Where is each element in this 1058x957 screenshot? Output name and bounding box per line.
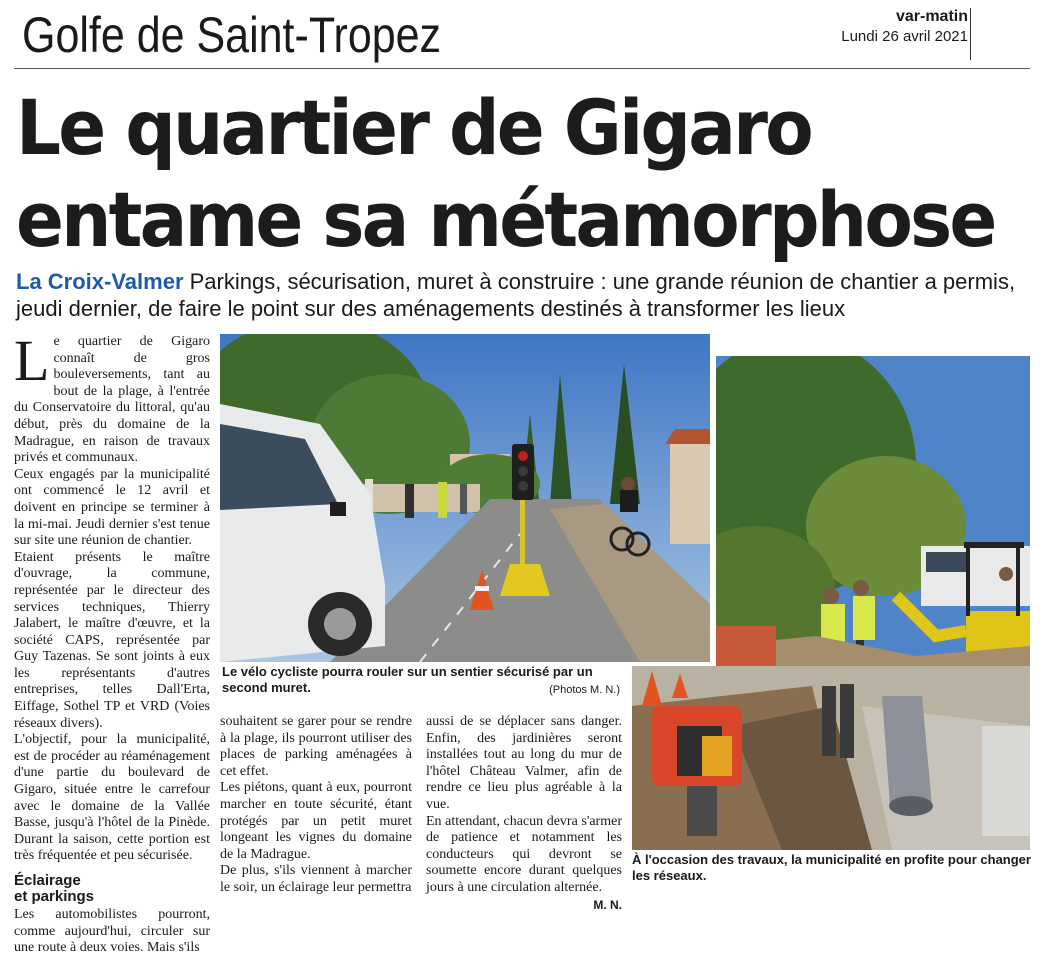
article-column-3 <box>426 714 622 913</box>
article-column-1 <box>14 328 210 957</box>
photo-credit: (Photos M. N.) <box>549 684 620 696</box>
article-paragraph: souhaitent se garer pour se rendre à la plage, ils pourront utiliser des places de parking aménagées à cet effet. <box>220 714 412 779</box>
headline-line-1: Le quartier de Gigaro <box>16 83 811 172</box>
article-paragraph: Les automobilistes pourront, comme aujourd'hui, circuler sur une route à deux voies. Mais s'ils <box>14 907 210 956</box>
headline-line-2: entame sa métamorphose <box>16 175 995 264</box>
article-paragraph: aussi de se déplacer sans danger. Enfin, des jardinières seront installées tout au long du mur de l'hôtel Château Valmer, afin de rendre ce lieu plus agréable à la vue. <box>426 714 622 812</box>
article-paragraph: Etaient présents le maître d'ouvrage, la commune, représentée par le directeur des services techniques, Thierry Jalabert, le maître d'œuvre, et la société CAPS, représentée par Guy Tazenas. Se sont joints à eux les représentants d'autres entreprises, telles Dall'Erta, Eiffage, Sothel TP et VRD (Voies réseaux divers). <box>14 549 210 731</box>
publication-date: Lundi 26 avril 2021 <box>841 28 968 45</box>
photo-caption-1: Le vélo cycliste pourra rouler sur un sentier sécurisé par un second muret. <box>222 664 593 695</box>
headline <box>16 82 995 266</box>
section-title: Golfe de Saint-Tropez <box>22 7 442 63</box>
subhead-text: Parkings, sécurisation, muret à construire : une grande réunion de chantier a permis, jeudi dernier, de faire le point sur des aménagements destinés à transformer les lieux <box>16 269 1016 321</box>
photo-trench-works <box>632 666 1030 850</box>
article-paragraph: Les piétons, quant à eux, pourront marcher en toute sécurité, étant protégés par un petit muret longeant les vignes du domaine de la Madrague. <box>220 780 412 862</box>
author-signature: M. N. <box>593 897 622 912</box>
kicker: La Croix-Valmer <box>16 269 184 294</box>
photo-trench-image <box>632 666 1030 850</box>
newspaper-brand: var-matin <box>895 8 968 25</box>
article-paragraph: De plus, s'ils viennent à marcher le soir, un éclairage leur permettra <box>220 863 412 895</box>
article-paragraph: Le quartier de Gigaro connaît de gros bouleversements, tant au bout de la plage, à l'entrée du Conservatoire du littoral, qu'au début, près du domaine de la Madrague, en raison de travaux privés et communaux. <box>14 328 210 466</box>
subhead <box>16 268 1040 322</box>
header-divider <box>970 8 971 60</box>
photo-road-cyclist <box>220 334 710 662</box>
photo-road-image <box>220 334 710 662</box>
dropcap: L <box>14 328 50 393</box>
article-paragraph: En attendant, chacun devra s'armer de patience et notamment les conducteurs qui devront se soumette encore durant quelques jours à une circulation alternée. <box>426 813 622 895</box>
article-paragraph: Ceux engagés par la municipalité ont commencé le 12 avril et doivent en principe se terminer à la mi-mai. Jeudi dernier s'est tenue sur site une réunion de chantier. <box>14 466 210 549</box>
article-subtitle: Éclairage et parkings <box>14 872 95 905</box>
article-paragraph: L'objectif, pour la municipalité, est de procéder au réaménagement d'une partie du boulevard de Gigaro, située entre le carrefour avec le domaine de la Vallée Basse, jusqu'à l'hôtel de la Pinède. Durant la saison, cette portion est très fréquentée et peu sécurisée. <box>14 732 210 864</box>
photo-workers-excavator <box>716 356 1030 666</box>
photo-caption-2: À l'occasion des travaux, la municipalité en profite pour changer les réseaux. <box>632 852 1031 883</box>
header-rule <box>14 68 1030 69</box>
article-column-2 <box>220 714 412 897</box>
photo-workers-image <box>716 356 1030 666</box>
